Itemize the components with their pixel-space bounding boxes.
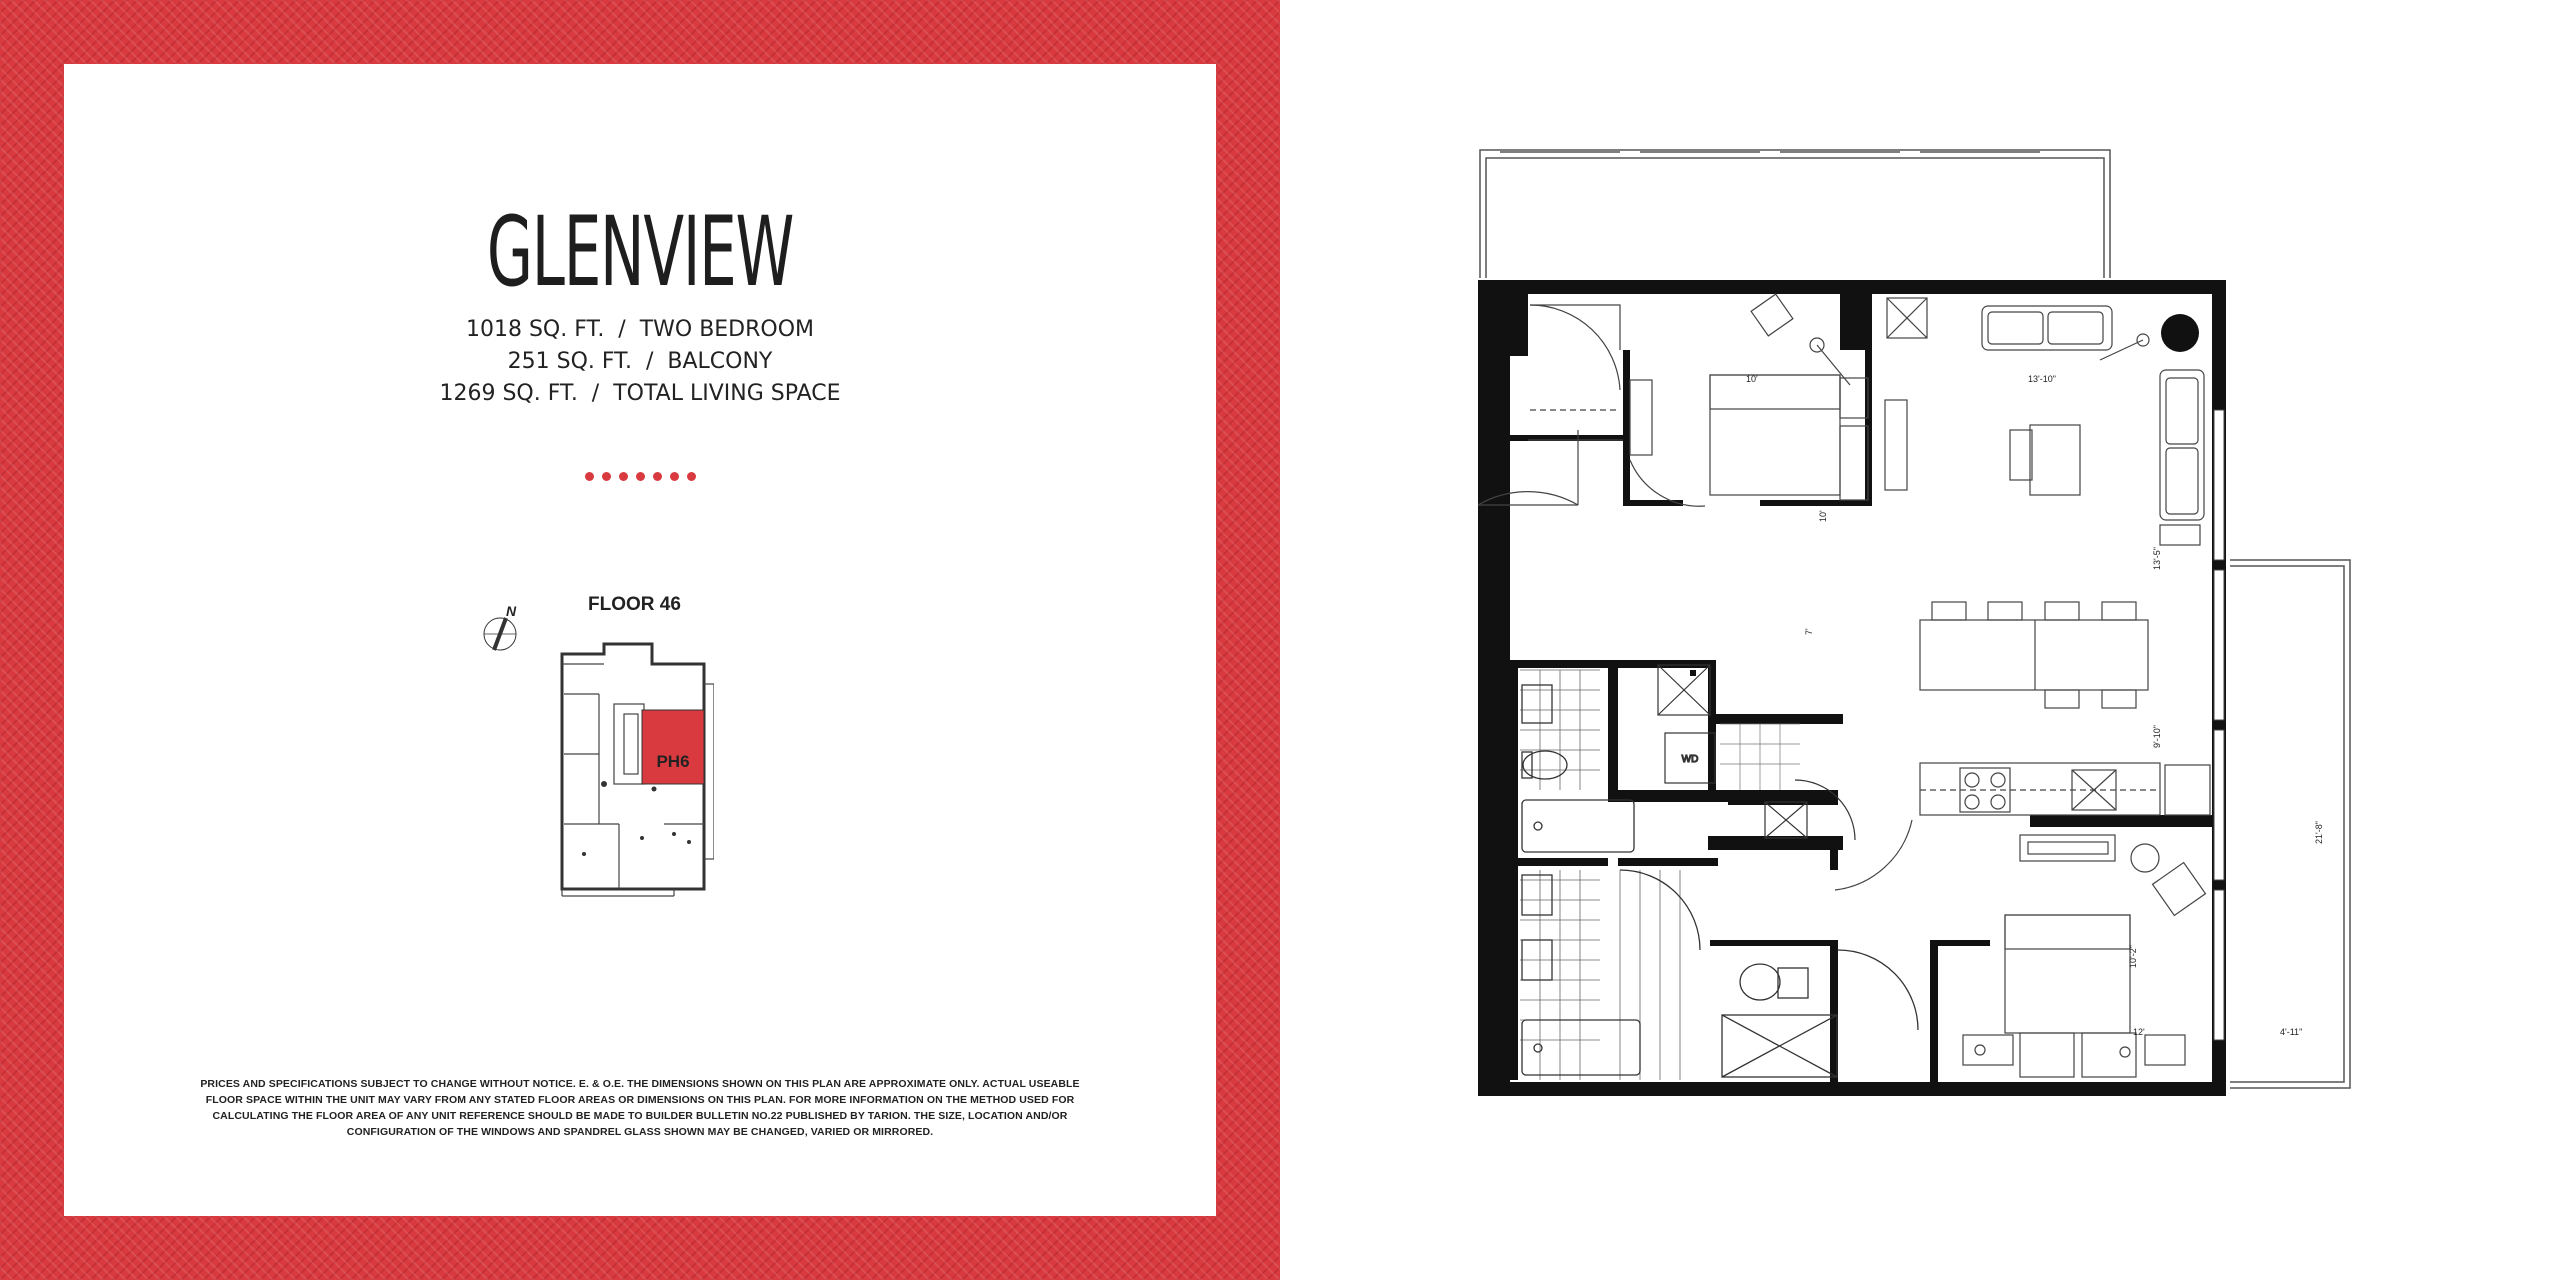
master-bedroom: [1963, 835, 2205, 1077]
suite-name: GLENVIEW: [486, 196, 794, 308]
storage-closet: [1887, 298, 1927, 338]
laundry: [1658, 665, 1855, 840]
dim-living-width: 13'-10": [2028, 374, 2056, 384]
dim-bedroom-width: 10': [1746, 374, 1758, 384]
dim-bedroom-depth: 10': [1818, 510, 1828, 522]
unit-label: PH6: [656, 752, 690, 771]
spec-total: 1269 SQ. FT. / TOTAL LIVING SPACE: [439, 381, 841, 406]
dining-area: [1920, 602, 2148, 708]
highlighted-unit: [642, 710, 704, 784]
side-balcony: [2230, 560, 2350, 1088]
info-card: [64, 64, 1216, 1216]
floor-label: FLOOR 46: [588, 594, 681, 615]
plan-dimensions: [1746, 374, 2324, 1037]
suite-floor-plan: [1460, 130, 2380, 1130]
suite-specs: [64, 314, 1216, 410]
bathroom-2: [1520, 870, 1680, 1080]
dim-kitchen-depth: 9'-10": [2152, 725, 2162, 748]
exterior-walls: [1478, 280, 2226, 1096]
spec-interior: 1018 SQ. FT. / TWO BEDROOM: [465, 317, 815, 342]
dim-balcony-width: 4'-11": [2280, 1027, 2303, 1037]
dim-dining-depth: 7': [1804, 628, 1814, 635]
legal-disclaimer: PRICES AND SPECIFICATIONS SUBJECT TO CHANGE WITHOUT NOTICE. E. & O.E. THE DIMENSIONS SHOWN ON THIS PLAN ARE APPROXIMATE ONLY. ACTUAL USEABLE FLOOR SPACE WITHIN THE UNIT MAY VARY FROM ANY STATED FLOOR AREAS OR DIMENSIONS ON THIS PLAN. FOR MORE INFORMATION ON THE METHOD USED FOR CALCULATING THE FLOOR AREA OF ANY UNIT REFERENCE SHOULD BE MADE TO BUILDER BULLETIN NO.22 PUBLISHED BY TARION. THE SIZE, LOCATION AND/OR CONFIGURATION OF THE WINDOWS AND SPANDREL GLASS SHOWN MAY BE CHANGED, VARIED OR MIRRORED.: [200, 1078, 1080, 1138]
dim-master-width: 12': [2133, 1027, 2145, 1037]
north-label: N: [506, 604, 517, 619]
dim-balcony-length: 21'-8": [2314, 821, 2324, 844]
spec-balcony: 251 SQ. FT. / BALCONY: [507, 349, 773, 374]
top-balcony: [1480, 150, 2110, 278]
plant-icon: [2161, 314, 2199, 352]
decorative-dots: [64, 468, 1216, 486]
floor-key-plan: [544, 624, 714, 954]
dim-living-depth: 13'-5": [2152, 547, 2162, 570]
dim-master-depth: 10'-2": [2128, 945, 2138, 968]
wd-label: WD: [1681, 754, 1699, 765]
north-arrow-icon: [482, 604, 526, 654]
